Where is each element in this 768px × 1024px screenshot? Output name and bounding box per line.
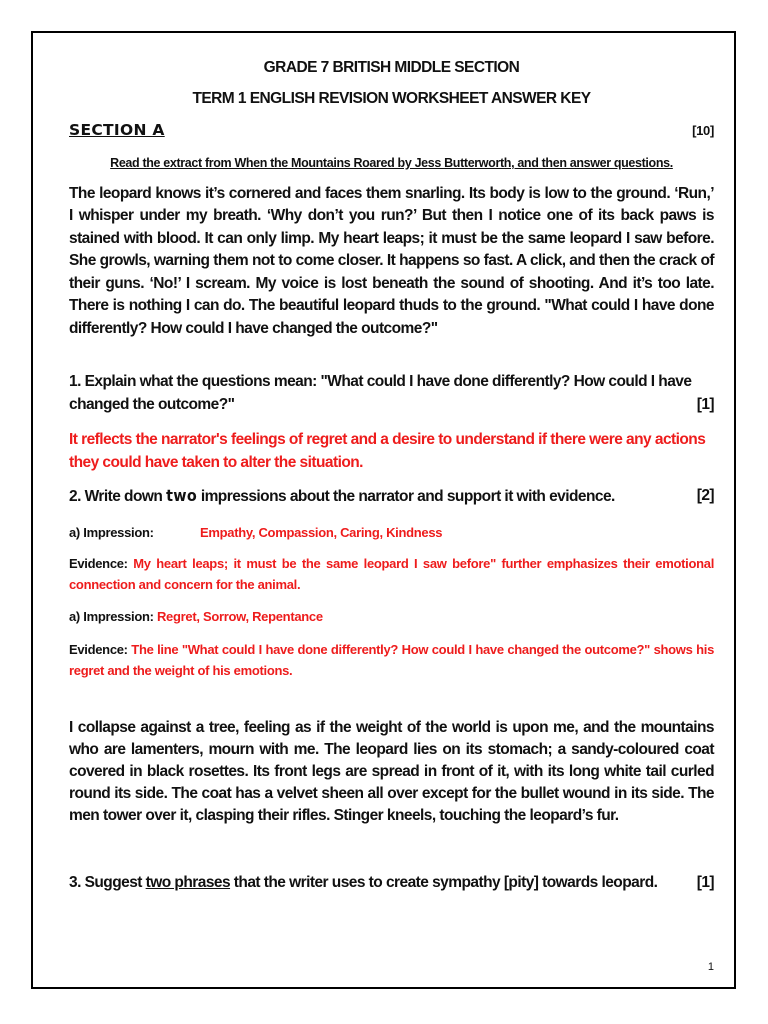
section-title: SECTION A xyxy=(69,121,165,139)
extract-passage-2: I collapse against a tree, feeling as if the weight of the world is upon me, and the mountains who are lamenters, mourn with me. The leopard lies on its stomach; a sandy-coloured coat covered in black rosettes. Its front legs are spread in front of it, with its long white tail curled round its side. The coat has a velvet sheen all over except for the bullet wound in its side. The men tower over it, clasping their rifles. Stinger kneels, touching the leopard’s fur. xyxy=(69,719,714,824)
question-2-emphasis: two xyxy=(166,486,198,505)
impression-1-answer: Empathy, Compassion, Caring, Kindness xyxy=(200,525,443,540)
page-number: 1 xyxy=(707,961,714,973)
page-frame xyxy=(31,31,736,989)
impression-2-answer: Regret, Sorrow, Repentance xyxy=(156,609,323,624)
worksheet-content xyxy=(69,59,714,894)
header-line-2: TERM 1 ENGLISH REVISION WORKSHEET ANSWER KEY xyxy=(192,90,591,107)
impression-1 xyxy=(69,522,714,543)
section-marks: [10] xyxy=(692,123,714,138)
question-2 xyxy=(69,484,714,681)
question-2-suffix: impressions about the narrator and support it with evidence. xyxy=(197,488,615,505)
evidence-2-answer: The line "What could I have done differently? How could I have changed the outcome?" shows his regret and the weight of his emotions. xyxy=(69,642,715,678)
question-3-underlined: two phrases xyxy=(145,874,231,891)
extract-passage-1: The leopard knows it’s cornered and faces them snarling. Its body is low to the ground. ‘Run,’ I whisper under my breath. ‘Why don’t you run?’ But then I notice one of its back paws is stained with blood. It can only limp. My heart leaps; it must be the same leopard I saw before. She growls, warning them not to come closer. It happens so fast. A click, and then the crack of their guns. ‘No!’ I scream. My voice is lost beneath the sound of shooting. And it’s too late. There is nothing I can do. The beautiful leopard thuds to the ground. "What could I have done differently? How could I have changed the outcome?" xyxy=(69,184,714,337)
question-2-prompt xyxy=(69,484,714,508)
impression-1-label: a) Impression: xyxy=(69,525,154,540)
question-1-line-2 xyxy=(69,393,714,416)
question-2-prefix: 2. Write down xyxy=(69,488,167,505)
question-1-line-2-text: changed the outcome?" xyxy=(69,396,235,413)
question-3 xyxy=(69,871,714,894)
evidence-1 xyxy=(69,553,714,595)
evidence-1-answer: My heart leaps; it must be the same leopard I saw before" further emphasizes their emotional connection and concern for the animal. xyxy=(69,556,715,592)
question-3-suffix: that the writer uses to create sympathy [pity] towards leopard. xyxy=(230,874,658,891)
question-3-text xyxy=(69,871,657,894)
question-1 xyxy=(69,370,714,474)
evidence-2 xyxy=(69,639,714,681)
section-heading-row xyxy=(69,121,714,139)
question-2-marks: [2] xyxy=(696,487,714,504)
question-1-answer: It reflects the narrator's feelings of regret and a desire to understand if there were any actions they could have taken to alter the situation. xyxy=(69,431,706,471)
question-3-prefix: 3. Suggest xyxy=(69,874,146,891)
impression-2-label: a) Impression: xyxy=(69,609,154,624)
evidence-1-label: Evidence: xyxy=(69,556,128,571)
evidence-2-label: Evidence: xyxy=(69,642,128,657)
question-1-marks: [1] xyxy=(696,396,714,413)
reading-instruction: Read the extract from When the Mountains Roared by Jess Butterworth, and then answer questions. xyxy=(110,156,673,170)
header-line-1: GRADE 7 BRITISH MIDDLE SECTION xyxy=(263,59,520,76)
question-1-line-1: 1. Explain what the questions mean: "What could I have done differently? How could I have xyxy=(69,373,692,390)
impression-2 xyxy=(69,606,714,627)
question-2-text xyxy=(69,484,615,508)
question-3-marks: [1] xyxy=(696,874,714,891)
